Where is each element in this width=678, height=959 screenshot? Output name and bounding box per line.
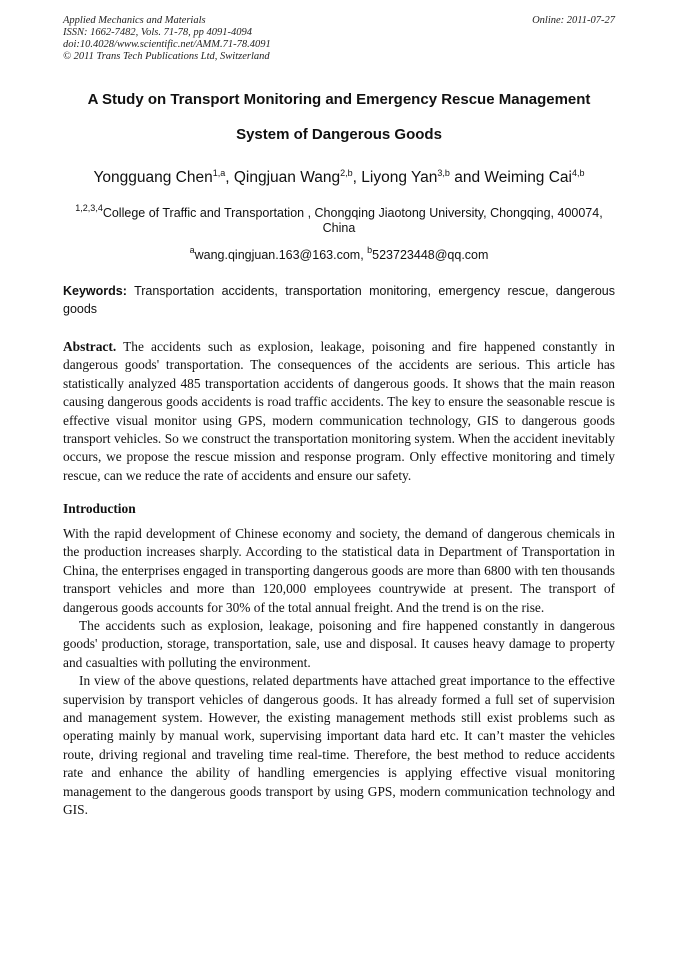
journal-name: Applied Mechanics and Materials [63, 15, 206, 26]
introduction-body [63, 525, 615, 820]
keywords [63, 282, 615, 318]
author-name: Liyong Yan [361, 169, 438, 186]
email-sup-b: b [367, 245, 373, 255]
paper-title-line-1: A Study on Transport Monitoring and Emergency Rescue Management [87, 91, 591, 108]
abstract [63, 338, 615, 485]
author-sup: 1,a [212, 168, 226, 178]
section-heading-introduction: Introduction [63, 501, 136, 516]
author-sup: 3,b [437, 168, 450, 178]
paragraph: In view of the above questions, related departments have attached great importance to the effective supervision by transport vehicles of dangerous goods. It has already formed a full set of supervision and management system. However, the existing management methods still exist problems such as operating mainly by manual work, supervising important data hard etc. It can’t master the vehicles route, driving regional and traveling time real-time. Therefore, the best method to reduce accidents rate and enhance the ability of handling emergencies is applying effective visual monitoring management to the dangerous goods transport by using GPS, modern communication technology and GIS. [63, 673, 615, 818]
author-name: Yongguang Chen [93, 169, 213, 186]
email-a: wang.qingjuan.163@163.com, [194, 248, 368, 262]
affiliation-line-1 [63, 203, 615, 220]
paper-title-line-2: System of Dangerous Goods [236, 126, 442, 143]
email-b: 523723448@qq.com [372, 248, 489, 262]
paragraph: With the rapid development of Chinese economy and society, the demand of dangerous chemicals in the production increases sharply. According to the statistical data in Department of Transportation in China, the enterprises engaged in transporting dangerous goods are more than 6800 with ten thousands transport vehicles and more than 120,000 employees countrywide at present. The transport of dangerous goods accounts for 30% of the total annual freight. And the trend is on the rise. [63, 526, 615, 615]
keywords-label: Keywords: [63, 284, 127, 298]
online-date: Online: 2011-07-27 [532, 15, 615, 26]
journal-copyright: © 2011 Trans Tech Publications Ltd, Switzerland [63, 51, 270, 62]
abstract-label: Abstract. [63, 339, 117, 354]
email-sup-a: a [189, 245, 195, 255]
affiliation-text: College of Traffic and Transportation , Chongqing Jiaotong University, Chongqing, 400074, [102, 206, 603, 220]
author-sup: 4,b [572, 168, 585, 178]
author-list [40, 168, 638, 187]
keywords-text: Transportation accidents, transportation monitoring, emergency rescue, dangerous goods [63, 284, 615, 316]
journal-doi: doi:10.4028/www.scientific.net/AMM.71-78.4091 [63, 39, 271, 50]
abstract-text: The accidents such as explosion, leakage, poisoning and fire happened constantly in dangerous goods' transportation. The consequences of the accidents are serious. This article has statistically analyzed 485 transportation accidents of dangerous goods. It shows that the main reason causing dangerous goods accidents is road traffic accidents. The key to ensure the seasonable rescue is effective visual monitor using GPS, modern communication technology, GIS to dangerous goods transport vehicles. So we construct the transportation monitoring system. When the accident inevitably occurs, we propose the rescue mission and response program. Only effective monitoring and timely rescue, can we reduce the rate of accidents and ensure our safety. [63, 339, 615, 483]
author-sup: 2,b [340, 168, 353, 178]
author-name: Qingjuan Wang [233, 169, 341, 186]
author-emails [63, 245, 615, 262]
journal-issn: ISSN: 1662-7482, Vols. 71-78, pp 4091-4094 [63, 27, 252, 38]
author-and: and [449, 169, 485, 186]
author-name: Weiming Cai [484, 169, 572, 186]
author-separator: , [225, 169, 234, 186]
journal-header [63, 15, 615, 63]
affiliation-line-2: China [322, 221, 356, 235]
paragraph: The accidents such as explosion, leakage, poisoning and fire happened constantly in dangerous goods' production, storage, transportation, sale, use and disposal. It causes heavy damage to property and casualties with polluting the environment. [63, 618, 615, 670]
author-separator: , [352, 169, 362, 186]
affiliation-sup: 1,2,3,4 [75, 203, 103, 213]
